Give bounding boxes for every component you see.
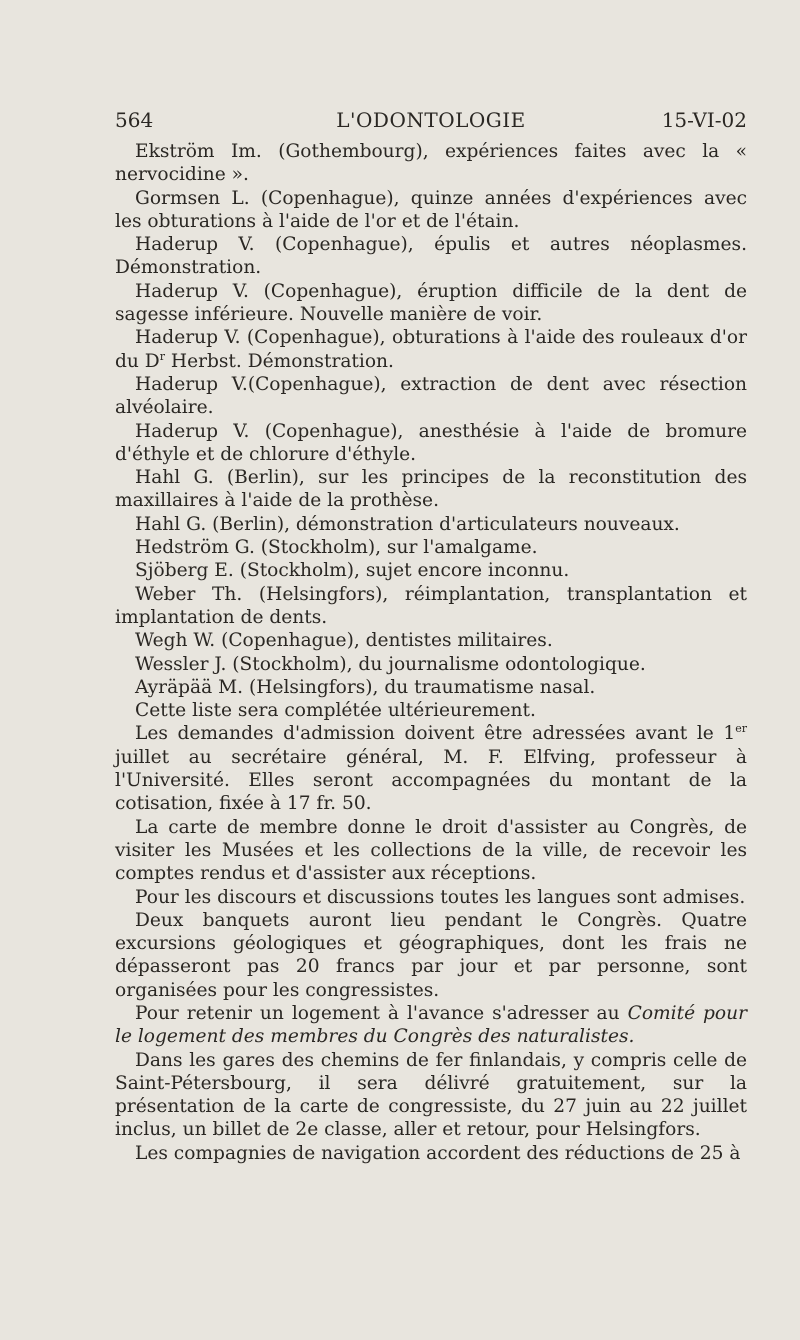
paragraph: Weber Th. (Helsingfors), réimplantation, transplantation et implantation de dents.	[115, 583, 747, 628]
paragraph: La carte de membre donne le droit d'assister au Congrès, de visiter les Musées et les collections de la ville, de recevoir les comptes rendus et d'assister aux réceptions.	[115, 816, 747, 885]
issue-date: 15-VI-02	[661, 108, 747, 132]
paragraph: Sjöberg E. (Stockholm), sujet encore inconnu.	[135, 560, 570, 582]
paragraph: Dans les gares des chemins de fer finlandais, y compris celle de Saint-Pétersbourg, il sera délivré gratuitement, sur la présentation de la carte de congressiste, du 27 juin au 22 juillet inclus, un billet de 2e classe, aller et retour, pour Helsingfors.	[115, 1049, 747, 1141]
paragraph: Haderup V. (Copenhague), anesthésie à l'aide de bromure d'éthyle et de chlorure d'éthyle.	[115, 420, 747, 465]
paragraph: Les compagnies de navigation accordent des réductions de 25 à	[135, 1142, 741, 1164]
paragraph: Gormsen L. (Copenhague), quinze années d'expériences avec les obturations à l'aide de l'or et de l'étain.	[115, 187, 747, 232]
paragraph: Wessler J. (Stockholm), du journalisme odontologique.	[135, 653, 646, 675]
paragraph: Haderup V. (Copenhague), obturations à l'aide des rouleaux d'or du $D^r$ Herbst. Démonstration.	[115, 327, 747, 372]
paragraph: Deux banquets auront lieu pendant le Congrès. Quatre excursions géologiques et géographiques, dont les frais ne dépasseront pas 20 francs par jour et par personne, sont organisées pour les congressistes.	[115, 909, 747, 1001]
paragraph: Wegh W. (Copenhague), dentistes militaires.	[135, 630, 553, 652]
paragraph: Hedström G. (Stockholm), sur l'amalgame.	[135, 537, 538, 559]
running-header	[115, 108, 747, 138]
paragraph: Haderup V.(Copenhague), extraction de dent avec résection alvéolaire.	[115, 373, 747, 419]
paragraph: Pour retenir un logement à l'avance s'adresser au Comité pour le logement des membres du Congrès des naturalistes.	[115, 1002, 747, 1048]
paragraph: Pour les discours et discussions toutes les langues sont admises.	[135, 886, 746, 908]
paragraph: Cette liste sera complétée ultérieurement.	[135, 700, 536, 722]
page-number: 564	[115, 108, 154, 132]
body-text	[115, 140, 747, 1165]
paragraph: Hahl G. (Berlin), démonstration d'articulateurs nouveaux.	[135, 513, 680, 535]
journal-title: L'ODONTOLOGIE	[336, 108, 526, 132]
paragraph: Hahl G. (Berlin), sur les principes de la reconstitution des maxillaires à l'aide de la prothèse.	[115, 467, 747, 512]
paragraph: Les demandes d'admission doivent être adressées avant le 1er juillet au secrétaire général, M. F. Elfving, professeur à l'Université. Elles seront accompagnées du montant de la cotisation, fixée à 17 fr. 50.	[115, 722, 747, 815]
paragraph: Haderup V. (Copenhague), épulis et autres néoplasmes. Démonstration.	[115, 234, 747, 279]
paragraph: Ekström Im. (Gothembourg), expériences faites avec la « nervocidine ».	[115, 141, 747, 186]
paragraph: Ayräpää M. (Helsingfors), du traumatisme nasal.	[135, 676, 596, 698]
paragraph: Haderup V. (Copenhague), éruption difficile de la dent de sagesse inférieure. Nouvelle manière de voir.	[115, 280, 747, 326]
